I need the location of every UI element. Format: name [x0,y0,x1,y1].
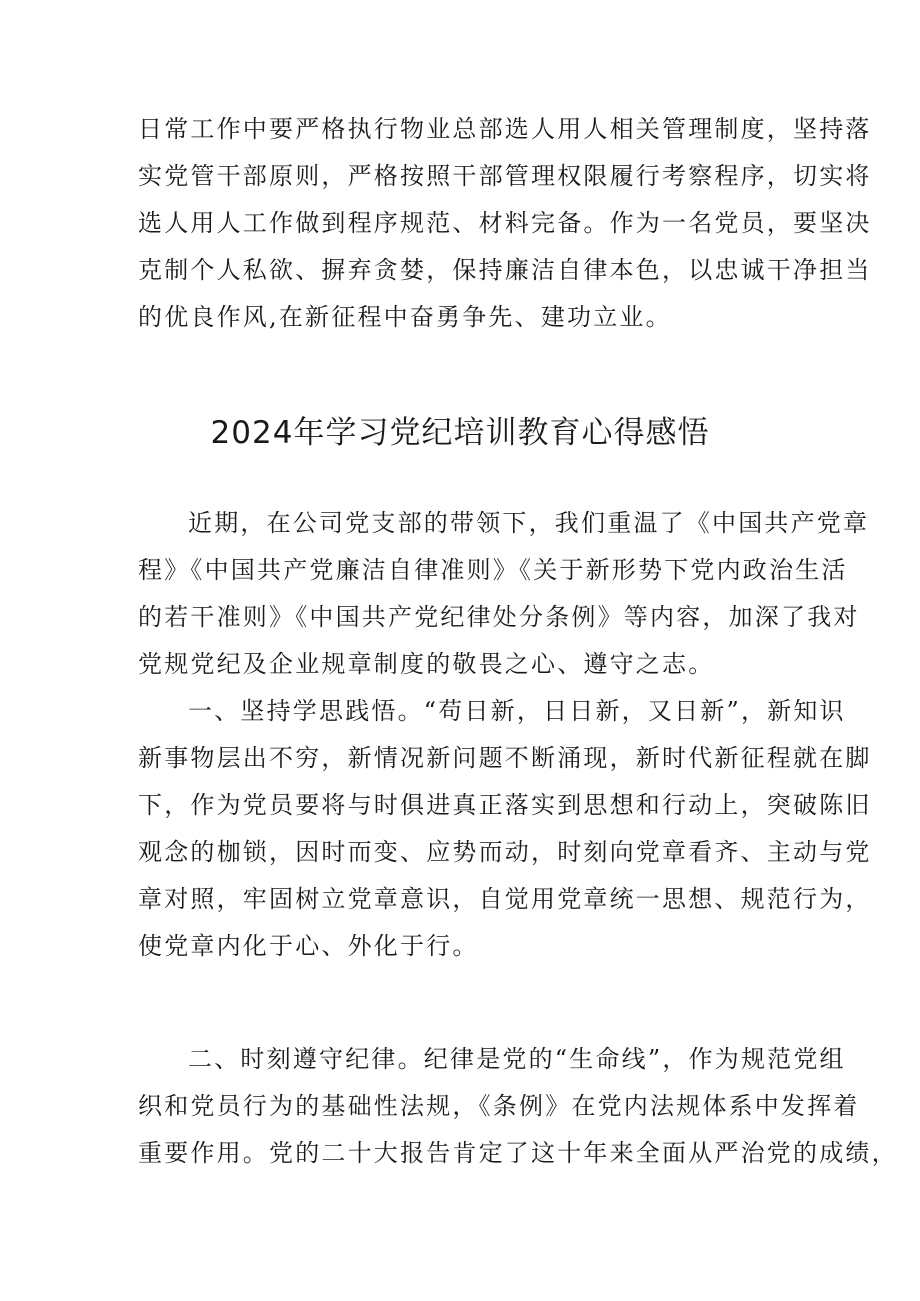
paragraph-line: 下，作为党员要将与时俱进真正落实到思想和行动上，突破陈旧 [138,791,872,819]
paragraph-line: 选人用人工作做到程序规范、材料完备。作为一名党员，要坚决 [138,209,872,237]
paragraph-line: 实党管干部原则，严格按照干部管理权限履行考察程序，切实将 [138,162,872,190]
paragraph-line: 织和党员行为的基础性法规，《条例》在党内法规体系中发挥着 [138,1092,860,1120]
paragraph-line: 观念的枷锁，因时而变、应势而动，时刻向党章看齐、主动与党 [138,838,872,866]
paragraph-line: 新事物层出不穷，新情况新问题不断涌现，新时代新征程就在脚 [138,744,872,772]
paragraph-line: 程》《中国共产党廉洁自律准则》《关于新形势下党内政治生活 [138,556,848,584]
paragraph-line: 近期，在公司党支部的带领下，我们重温了《中国共产党章 [188,509,870,537]
paragraph-line: 的优良作风,在新征程中奋勇争先、建功立业。 [138,303,672,331]
point-2-paragraph [138,1036,898,1177]
continued-paragraph [138,106,872,341]
point-1-paragraph [138,688,872,970]
paragraph-line: 重要作用。党的二十大报告肯定了这十年来全面从严治党的成绩， [138,1139,898,1167]
paragraph-line: 使党章内化于心、外化于行。 [138,932,479,960]
intro-paragraph [138,500,870,688]
paragraph-line: 党规党纪及企业规章制度的敬畏之心、遵守之志。 [138,650,715,678]
paragraph-line: 克制个人私欲、摒弃贪婪，保持廉洁自律本色，以忠诚干净担当 [138,256,872,284]
paragraph-line: 日常工作中要严格执行物业总部选人用人相关管理制度，坚持落 [138,115,872,143]
paragraph-line: 章对照，牢固树立党章意识，自觉用党章统一思想、规范行为， [138,885,872,913]
paragraph-line: 一、坚持学思践悟。“苟日新，日日新，又日新”，新知识 [188,697,846,725]
paragraph-line: 二、时刻遵守纪律。纪律是党的“生命线”，作为规范党组 [188,1045,846,1073]
paragraph-line: 的若干准则》《中国共产党纪律处分条例》等内容，加深了我对 [138,603,860,631]
article-title: 2024年学习党纪培训教育心得感悟 [210,415,710,451]
